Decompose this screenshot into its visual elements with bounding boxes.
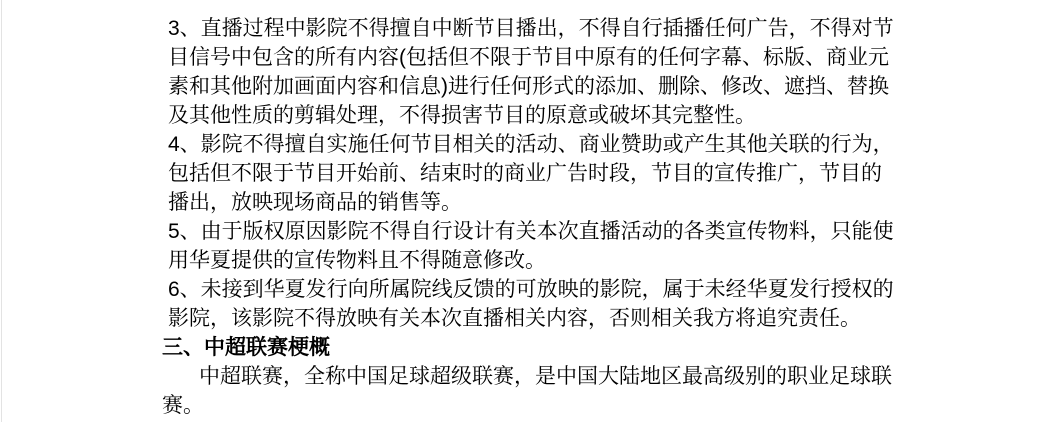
csl-overview-paragraph [162, 362, 922, 420]
text-line: 5、由于版权原因影院不得自行设计有关本次直播活动的各类宣传物料，只能使 [168, 220, 894, 243]
text-line: 目信号中包含的所有内容(包括但不限于节目中原有的任何字幕、标版、商业元 [168, 46, 889, 69]
clause-3 [162, 14, 922, 130]
text-line: 包括但不限于节目开始前、结束时的商业广告时段，节目的宣传推广，节目的 [168, 162, 882, 185]
text-line: 素和其他附加画面内容和信息)进行任何形式的添加、删除、修改、遮挡、替换 [168, 75, 889, 98]
heading-line: 三、中超联赛梗概 [162, 336, 330, 359]
page-left-edge [1, 0, 2, 422]
document-content [162, 14, 922, 420]
text-line: 赛。 [162, 394, 204, 417]
clause-4 [162, 130, 922, 217]
text-line: 3、直播过程中影院不得擅自中断节目播出，不得自行插播任何广告，不得对节 [168, 17, 894, 40]
text-line: 6、未接到华夏发行向所属院线反馈的可放映的影院，属于未经华夏发行授权的 [168, 278, 894, 301]
text-line: 播出，放映现场商品的销售等。 [168, 191, 462, 214]
text-line: 中超联赛，全称中国足球超级联赛，是中国大陆地区最高级别的职业足球联 [199, 365, 892, 388]
text-line: 4、影院不得擅自实施任何节目相关的活动、商业赞助或产生其他关联的行为， [168, 133, 894, 156]
section-heading-csl-overview [162, 333, 922, 362]
text-line: 影院，该影院不得放映有关本次直播相关内容，否则相关我方将追究责任。 [168, 307, 861, 330]
clause-6 [162, 275, 922, 333]
text-line: 用华夏提供的宣传物料且不得随意修改。 [168, 249, 546, 272]
clause-5 [162, 217, 922, 275]
text-line: 及其他性质的剪辑处理，不得损害节目的原意或破坏其完整性。 [168, 104, 756, 127]
